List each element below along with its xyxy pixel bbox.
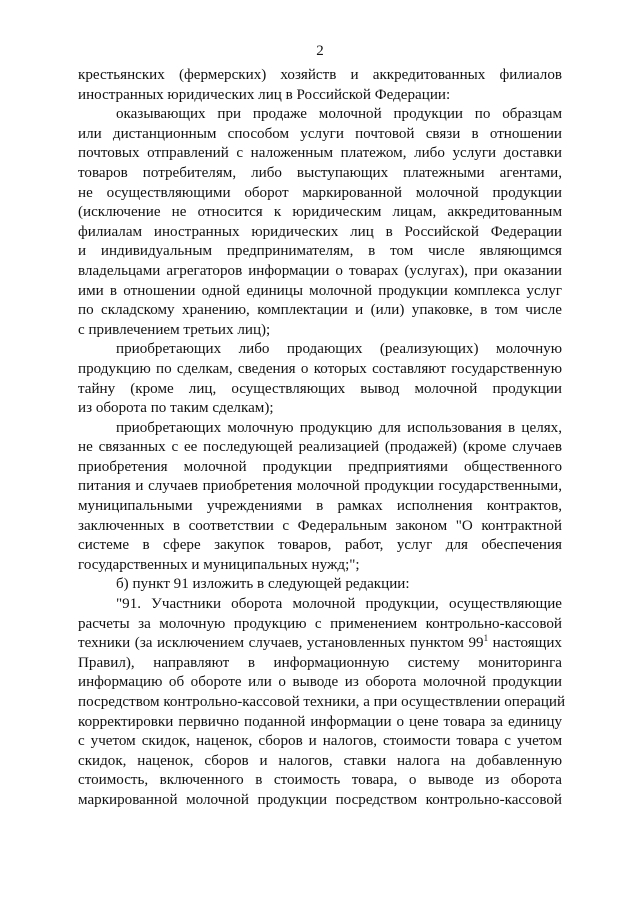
document-body <box>78 66 566 811</box>
text-line <box>78 556 562 576</box>
text-line-content: корректировки первично поданной информации о цене товара за единицу <box>78 713 562 730</box>
text-line-content: "91. Участники оборота молочной продукции, осуществляющие <box>116 596 562 613</box>
text-line-content: почтовых отправлений с наложенным платежом, либо услуги доставки <box>78 145 562 162</box>
text-line <box>78 477 562 497</box>
text-line-content: продукцию по сделкам, сведения о которых составляют государственную <box>78 360 562 377</box>
text-line-content: тайну (кроме лиц, осуществляющих вывод молочной продукции <box>78 380 562 397</box>
text-line-content: по складскому хранению, комплектации и (или) упаковке, в том числе <box>78 302 562 319</box>
text-line <box>78 791 562 811</box>
text-line <box>78 458 562 478</box>
text-line-content: муниципальными учреждениями в рамках исполнения контрактов, <box>78 498 562 515</box>
text-line <box>78 438 562 458</box>
text-line-content: приобретающих молочную продукцию для использования в целях, <box>116 419 562 436</box>
page-number: 2 <box>316 43 324 59</box>
text-line <box>78 262 562 282</box>
text-line-content: филиалам иностранных юридических лиц в Российской Федерации <box>78 223 562 240</box>
text-line-content: товаров потребителям, либо выступающих платежными агентами, <box>78 164 562 181</box>
text-line-content: не связанных с ее последующей реализацией (продажей) (кроме случаев <box>78 439 562 456</box>
superscript: 1 <box>483 633 489 644</box>
text-line <box>78 86 562 106</box>
text-line-content: стоимость, включенного в стоимость товара, о выводе из оборота <box>78 772 562 789</box>
text-line-content: б) пункт 91 изложить в следующей редакции: <box>116 576 410 593</box>
text-line <box>78 321 562 341</box>
text-line-content: с привлечением третьих лиц); <box>78 321 271 338</box>
text-line-content: государственных и муниципальных нужд;"; <box>78 556 360 573</box>
text-line <box>78 634 562 654</box>
text-line <box>78 223 562 243</box>
text-line-tail: настоящих <box>488 635 562 652</box>
text-line-content: техники (за исключением случаев, установленных пунктом 99 <box>78 635 484 652</box>
text-line-content: из оборота по таким сделкам); <box>78 400 274 417</box>
text-line <box>78 536 562 556</box>
text-line-content: информацию об обороте или о выводе из оборота молочной продукции <box>78 674 562 691</box>
text-line-content: оказывающих при продаже молочной продукции по образцам <box>116 106 562 123</box>
text-line <box>78 242 562 262</box>
text-line-content: посредством контрольно-кассовой техники, а при осуществлении операций <box>78 694 566 710</box>
text-line-content: иностранных юридических лиц в Российской Федерации: <box>78 86 451 103</box>
text-line <box>78 615 562 635</box>
text-line <box>78 419 562 439</box>
text-line-content: владельцами агрегаторов информации о товарах (услугах), при оказании <box>78 262 562 279</box>
text-line-content: маркированной молочной продукции посредством контрольно-кассовой <box>78 791 562 808</box>
text-line-content: заключенных в соответствии с Федеральным законом "О контрактной <box>78 517 562 534</box>
text-line-content: ими в отношении одной единицы молочной продукции комплекса услуг <box>78 282 562 299</box>
text-line <box>78 673 562 693</box>
text-line-content: Правил), направляют в информационную систему мониторинга <box>78 654 562 671</box>
text-line <box>78 654 562 674</box>
text-line <box>78 125 562 145</box>
text-line-content: системе в сфере закупок товаров, работ, услуг для обеспечения <box>78 537 562 554</box>
text-line <box>78 595 562 615</box>
text-line-content: (исключение не относится к юридическим лицам, аккредитованным <box>78 204 562 221</box>
text-line <box>78 713 562 733</box>
text-line-content: или дистанционным способом услуги почтовой связи в отношении <box>78 125 562 142</box>
text-line <box>78 380 562 400</box>
text-line-content: расчеты за молочную продукцию с применением контрольно-кассовой <box>78 615 562 632</box>
text-line <box>78 203 562 223</box>
text-line-content: с учетом скидок, наценок, сборов и налогов, стоимости товара с учетом <box>78 733 562 750</box>
text-line <box>78 301 562 321</box>
text-line-content: и индивидуальным предпринимателям, в том числе являющимся <box>78 243 562 260</box>
text-line <box>78 282 562 302</box>
text-line <box>78 66 562 86</box>
text-line-content: скидок, наценок, сборов и налогов, ставки налога на добавленную <box>78 752 562 769</box>
text-line <box>78 575 562 595</box>
text-line <box>78 164 562 184</box>
text-line-content: крестьянских (фермерских) хозяйств и аккредитованных филиалов <box>78 67 562 83</box>
text-line <box>78 771 562 791</box>
text-line-content: питания и случаев приобретения молочной продукции государственными, <box>78 478 562 495</box>
text-line <box>78 752 562 772</box>
text-line <box>78 184 562 204</box>
text-line <box>78 144 562 164</box>
text-line <box>78 517 562 537</box>
text-line <box>78 732 562 752</box>
text-line-content: не осуществляющими оборот маркированной молочной продукции <box>78 184 562 201</box>
text-line <box>78 497 562 517</box>
text-line <box>78 340 562 360</box>
text-line <box>78 360 562 380</box>
text-line <box>78 399 562 419</box>
text-line <box>78 105 562 125</box>
text-line-content: приобретения молочной продукции предприятиями общественного <box>78 458 562 475</box>
text-line <box>78 693 566 713</box>
text-line-content: приобретающих либо продающих (реализующих) молочную <box>116 341 562 358</box>
